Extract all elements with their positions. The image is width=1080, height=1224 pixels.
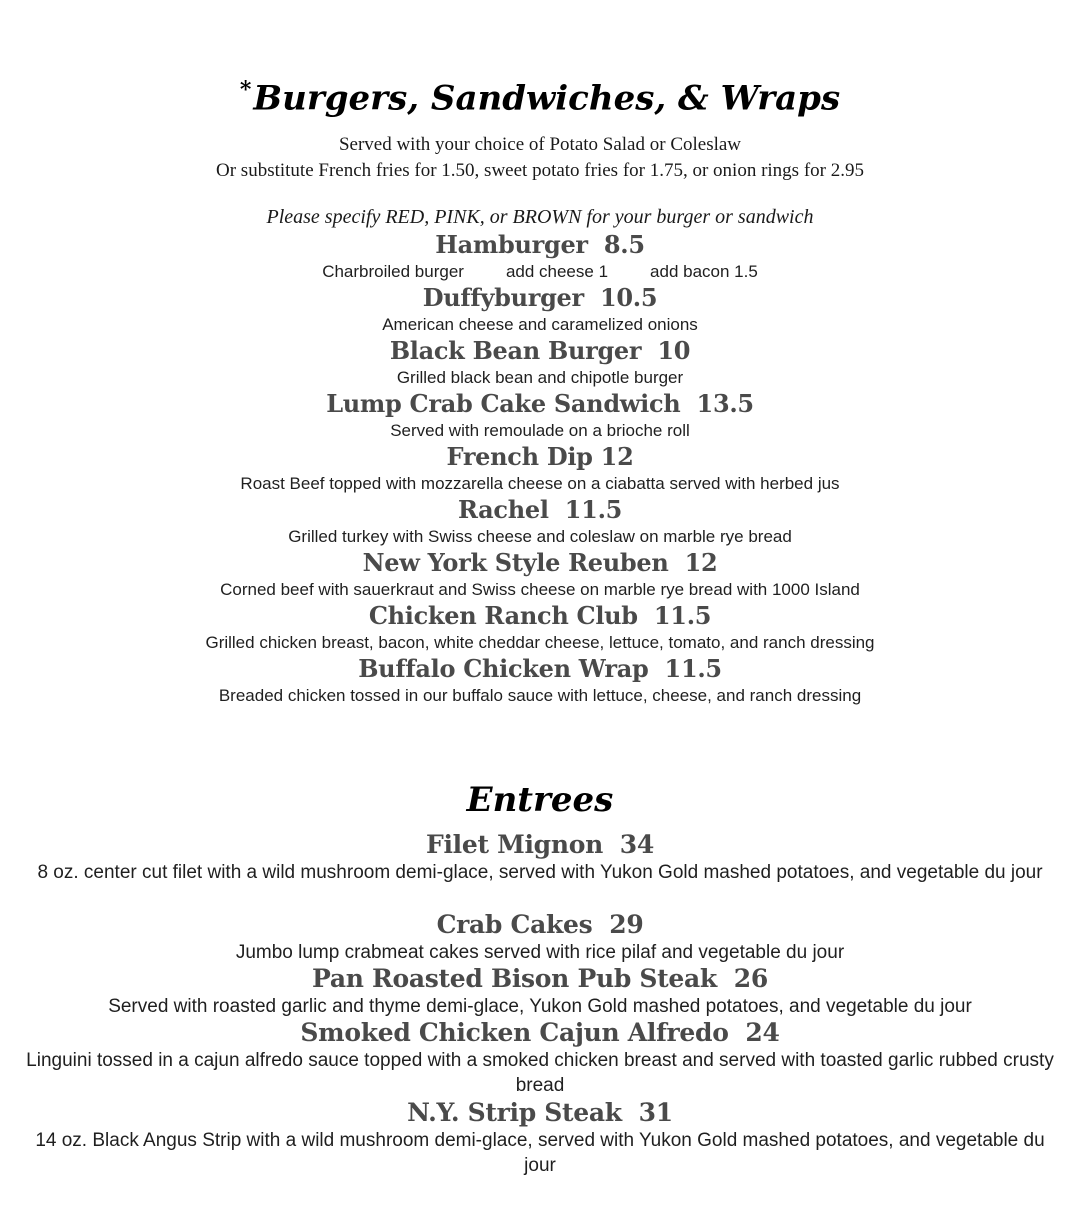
item-description: 8 oz. center cut filet with a wild mushroom demi-glace, served with Yukon Gold mashed potatoes, and vegetable du jour [37,862,1043,883]
item-name: Black Bean Burger 10 [389,336,691,365]
item-description: Corned beef with sauerkraut and Swiss cheese on marble rye bread with 1000 Island [220,580,860,599]
menu-item [0,830,1080,910]
item-description: Roast Beef topped with mozzarella cheese on a ciabatta served with herbed jus [240,474,840,493]
item-description: Linguini tossed in a cajun alfredo sauce topped with a smoked chicken breast and served with toasted garlic rubbed crusty bread [26,1050,1054,1096]
item-name: Buffalo Chicken Wrap 11.5 [358,654,722,683]
entrees-section [0,780,1080,820]
menu-item [0,442,1080,495]
menu-item [0,1018,1080,1098]
item-name: Filet Mignon 34 [426,830,654,859]
item-name: N.Y. Strip Steak 31 [407,1098,673,1127]
menu-item [0,548,1080,601]
item-name: Rachel 11.5 [457,495,623,524]
intro-line-2: Or substitute French fries for 1.50, sweet potato fries for 1.75, or onion rings for 2.95 [216,160,864,181]
menu-item [0,964,1080,1018]
item-desc-part: add cheese 1 [505,262,609,281]
item-description: Grilled black bean and chipotle burger [396,368,684,387]
item-name: Chicken Ranch Club 11.5 [368,601,712,630]
item-name: Crab Cakes 29 [436,910,644,939]
item-name: Duffyburger 10.5 [422,283,658,312]
item-description: Served with remoulade on a brioche roll [390,421,690,440]
burgers-section [0,70,1080,118]
menu-item [0,495,1080,548]
item-description: American cheese and caramelized onions [382,315,698,334]
item-description: Grilled turkey with Swiss cheese and coleslaw on marble rye bread [288,527,792,546]
item-name: Hamburger 8.5 [435,230,645,259]
menu-item [0,1098,1080,1178]
intro-line-1: Served with your choice of Potato Salad or Coleslaw [338,134,742,155]
menu-item [0,389,1080,442]
item-desc-part: add bacon 1.5 [650,262,758,281]
item-name: French Dip 12 [446,442,634,471]
section-title-burgers-text: Burgers, Sandwiches, & Wraps [253,78,841,119]
item-description: Breaded chicken tossed in our buffalo sauce with lettuce, cheese, and ranch dressing [218,686,862,705]
item-name: Smoked Chicken Cajun Alfredo 24 [300,1018,780,1047]
entrees-list [0,830,1080,1178]
item-description: Served with roasted garlic and thyme demi-glace, Yukon Gold mashed potatoes, and vegetable du jour [108,996,972,1017]
item-description: Grilled chicken breast, bacon, white cheddar cheese, lettuce, tomato, and ranch dressing [205,633,875,652]
item-name: Lump Crab Cake Sandwich 13.5 [326,389,754,418]
section-title-entrees: Entrees [466,780,614,820]
burgers-list [0,204,1080,707]
menu-item [0,601,1080,654]
doneness-note: Please specify RED, PINK, or BROWN for your burger or sandwich [266,206,814,228]
item-name: New York Style Reuben 12 [362,548,718,577]
burgers-intro [0,132,1080,184]
item-name: Pan Roasted Bison Pub Steak 26 [312,964,768,993]
menu-item [0,230,1080,283]
item-description [0,260,1080,283]
menu-item [0,910,1080,964]
item-description: Jumbo lump crabmeat cakes served with rice pilaf and vegetable du jour [235,942,845,963]
section-title-burgers [0,70,1080,118]
menu-item [0,336,1080,389]
star-icon: * [239,77,252,103]
menu-item [0,283,1080,336]
menu-item [0,654,1080,707]
item-description: 14 oz. Black Angus Strip with a wild mushroom demi-glace, served with Yukon Gold mashed potatoes, and vegetable du jour [35,1130,1045,1176]
item-desc-part: Charbroiled burger [322,262,464,281]
